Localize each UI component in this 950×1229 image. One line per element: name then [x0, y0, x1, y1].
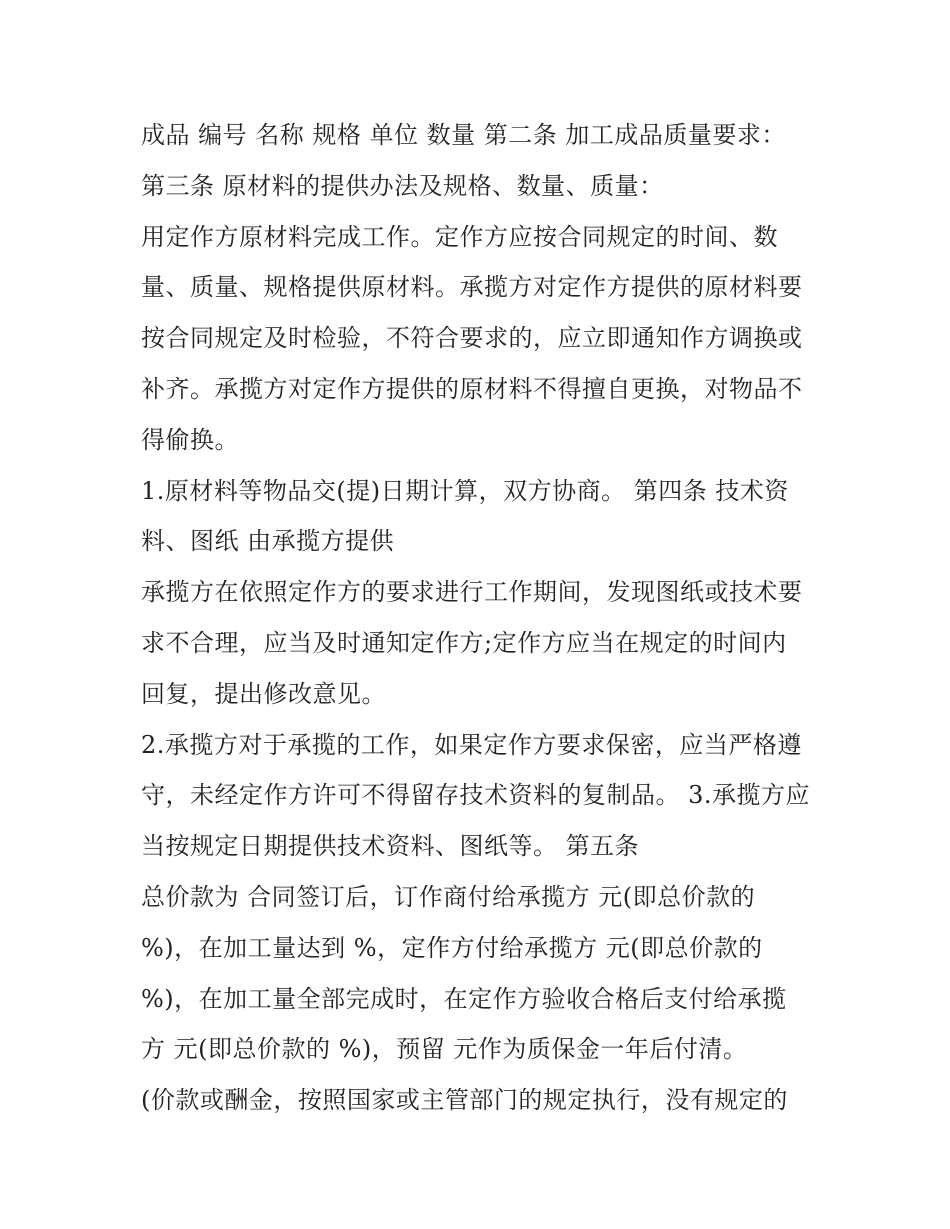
text-line: (价款或酬金，按照国家或主管部门的规定执行，没有规定的	[141, 1086, 788, 1115]
text-line: 得偷换。	[141, 425, 239, 454]
text-line: 量、质量、规格提供原材料。承揽方对定作方提供的原材料要	[141, 273, 803, 302]
text-line: 求不合理，应当及时通知定作方;定作方应当在规定的时间内	[141, 628, 787, 657]
text-line: 补齐。承揽方对定作方提供的原材料不得擅自更换，对物品不	[141, 374, 803, 403]
text-line: 用定作方原材料完成工作。定作方应按合同规定的时间、数	[141, 222, 778, 251]
text-line: 总价款为 合同签订后，订作商付给承揽方 元(即总价款的	[141, 882, 756, 911]
text-line: 守，未经定作方许可不得留存技术资料的复制品。 3.承揽方应	[141, 781, 811, 810]
text-line: %)，在加工量达到 %，定作方付给承揽方 元(即总价款的	[141, 933, 763, 962]
text-line: 料、图纸 由承揽方提供	[141, 527, 395, 556]
text-line: 方 元(即总价款的 %)，预留 元作为质保金一年后付清。	[141, 1035, 748, 1064]
text-line: 2.承揽方对于承揽的工作，如果定作方要求保密，应当严格遵	[141, 730, 802, 759]
document-body	[141, 110, 821, 1126]
text-line: 第三条 原材料的提供办法及规格、数量、质量：	[141, 171, 664, 200]
text-line: 成品 编号 名称 规格 单位 数量 第二条 加工成品质量要求：	[141, 121, 786, 149]
text-line: 回复，提出修改意见。	[141, 679, 386, 708]
text-line: %)，在加工量全部完成时，在定作方验收合格后支付给承揽	[141, 984, 787, 1013]
text-line: 承揽方在依照定作方的要求进行工作期间，发现图纸或技术要	[141, 578, 803, 607]
text-line: 当按规定日期提供技术资料、图纸等。 第五条	[141, 832, 640, 861]
text-line: 1.原材料等物品交(提)日期计算，双方协商。 第四条 技术资	[141, 476, 789, 505]
text-line: 按合同规定及时检验，不符合要求的，应立即通知作方调换或	[141, 324, 803, 353]
